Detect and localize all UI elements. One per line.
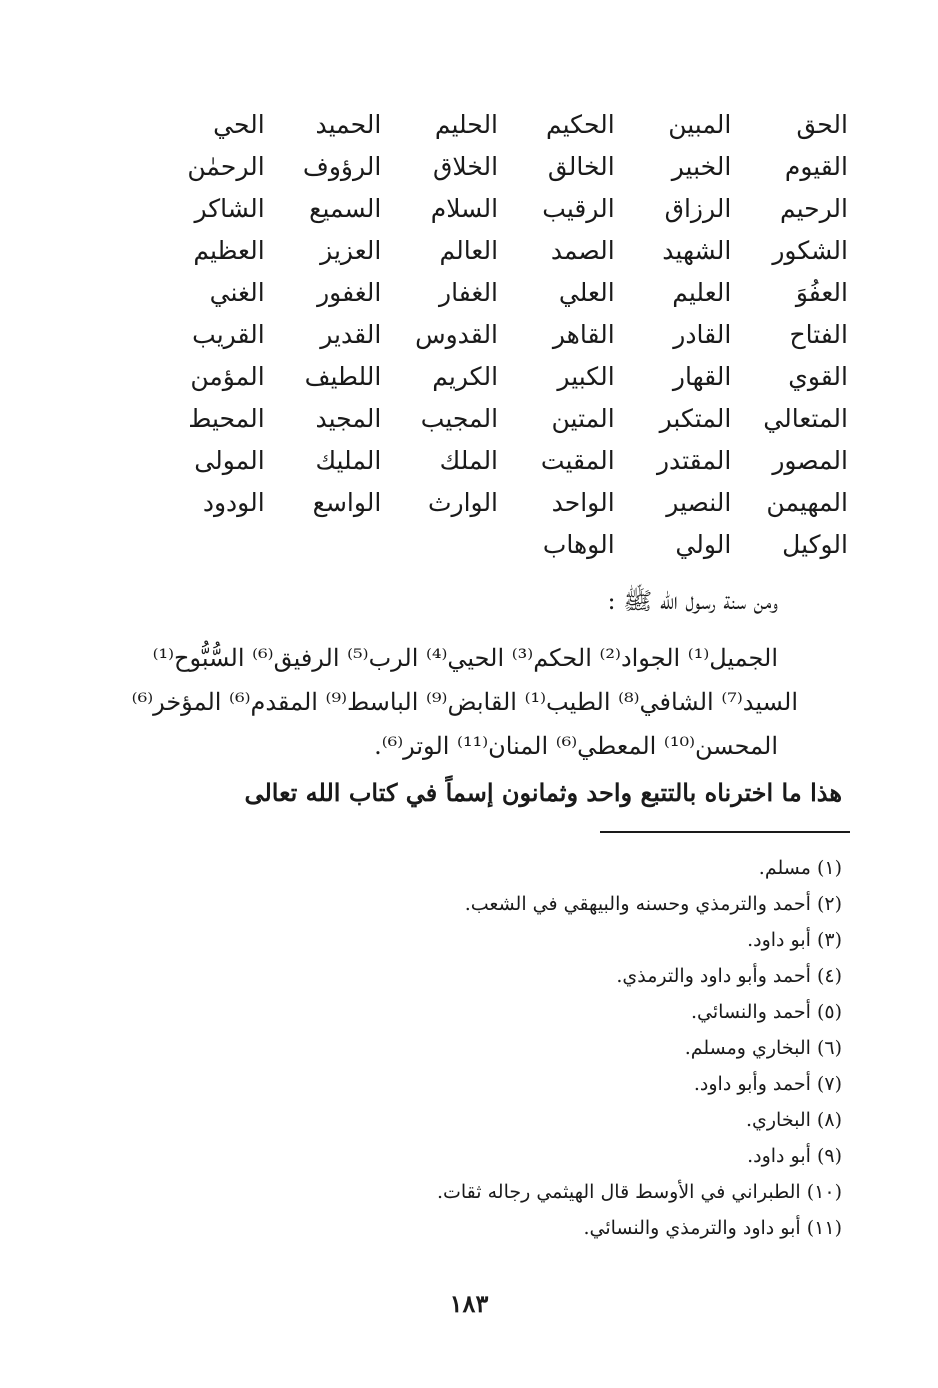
name-cell: السلام (430, 194, 499, 223)
name-cell: القادر (673, 320, 732, 349)
name-cell: الخبير (671, 152, 732, 181)
name-cell: الحي (213, 110, 265, 139)
name-cell: القوي (788, 362, 848, 391)
footnote: (١٠) الطبراني في الأوسط قال الهيثمي رجاله ثقات. (436, 1181, 842, 1203)
name-cell: المقتدر (656, 446, 732, 475)
name-cell: القاهر (552, 320, 615, 349)
name-cell: الغني (209, 278, 265, 307)
name-cell: الملك (439, 446, 499, 475)
name-cell: الواحد (551, 488, 615, 517)
name-cell: الرزاق (664, 194, 732, 223)
name-cell: المجيد (315, 404, 382, 433)
name-cell: المبين (668, 110, 732, 139)
name-cell: الوارث (427, 488, 499, 517)
name-cell: الوهاب (542, 530, 615, 559)
name-cell: الودود (202, 488, 265, 517)
name-cell: القريب (192, 320, 265, 349)
name-cell: الشكور (772, 236, 848, 265)
sunnah-line: السيد⁽⁷⁾ الشافي⁽⁸⁾ الطيب⁽¹⁾ القابض⁽⁹⁾ الباسط⁽⁹⁾ المقدم⁽⁶⁾ المؤخر⁽⁶⁾ (131, 688, 798, 716)
name-cell: القيوم (784, 152, 848, 181)
name-cell: الحكيم (545, 110, 615, 139)
name-cell: المحيط (188, 404, 265, 433)
footnote: (٧) أحمد وأبو داود. (693, 1073, 842, 1095)
name-cell: الرحيم (780, 194, 848, 223)
name-cell: الفتاح (789, 320, 848, 349)
name-cell: المتعالي (763, 404, 848, 433)
footnote: (١) مسلم. (758, 857, 842, 879)
name-cell: العالم (439, 236, 499, 265)
name-cell: العظيم (193, 236, 265, 265)
name-cell: الكبير (557, 362, 615, 391)
footnote: (٥) أحمد والنسائي. (691, 1001, 842, 1023)
name-cell: الحليم (434, 110, 499, 139)
name-cell: المتكبر (659, 404, 732, 433)
footnote: (٣) أبو داود. (747, 929, 842, 951)
footnote: (٤) أحمد وأبو داود والترمذي. (616, 965, 842, 987)
name-cell: المؤمن (190, 362, 265, 391)
sunnah-line: الجميل⁽¹⁾ الجواد⁽²⁾ الحكم⁽³⁾ الحيي⁽⁴⁾ الرب⁽⁵⁾ الرفيق⁽⁶⁾ السُّبُّوح⁽¹⁾ (152, 644, 778, 672)
name-cell: القدير (320, 320, 382, 349)
name-cell: المهيمن (766, 488, 848, 517)
page-number: ١٨٣ (449, 1289, 489, 1318)
name-cell: الشاكر (194, 194, 265, 223)
name-cell: المولى (194, 446, 265, 475)
name-cell: الخالق (547, 152, 615, 181)
name-cell: الواسع (312, 488, 382, 517)
name-cell: العليم (672, 278, 732, 307)
footnote: (٩) أبو داود. (747, 1145, 842, 1167)
name-cell: اللطيف (304, 362, 382, 391)
name-cell: القهار (672, 362, 732, 391)
name-cell: الوكيل (782, 530, 848, 559)
name-cell: المصور (772, 446, 848, 475)
footnote: (٢) أحمد والترمذي وحسنه والبيهقي في الشعب. (464, 893, 842, 915)
name-cell: المجيب (420, 404, 499, 433)
name-cell: الحق (796, 110, 848, 139)
sunnah-line: المحسن⁽¹⁰⁾ المعطي⁽⁶⁾ المنان⁽¹¹⁾ الوتر⁽⁶⁾. (374, 732, 778, 760)
name-cell: الولي (675, 530, 732, 559)
name-cell: الرحمٰن (187, 152, 265, 181)
footnote-divider (600, 831, 850, 833)
name-cell: العزيز (320, 236, 382, 265)
name-cell: الحميد (315, 110, 382, 139)
name-cell: الغفار (439, 278, 499, 307)
name-cell: المتين (551, 404, 615, 433)
name-cell: العلي (558, 278, 615, 307)
footnote: (١١) أبو داود والترمذي والنسائي. (583, 1217, 842, 1239)
footnote: (٦) البخاري ومسلم. (684, 1037, 842, 1059)
name-cell: القدوس (415, 320, 499, 349)
name-cell: الصمد (550, 236, 615, 265)
sunnah-names (78, 636, 798, 768)
name-cell: الغفور (317, 278, 382, 307)
name-cell: الرقيب (542, 194, 615, 223)
name-cell: النصير (666, 488, 732, 517)
footnote: (٨) البخاري. (745, 1109, 842, 1131)
name-cell: الرؤوف (302, 152, 382, 181)
name-cell: الشهيد (662, 236, 732, 265)
name-cell: الكريم (432, 362, 499, 391)
quran-names-grid (148, 104, 848, 566)
name-cell: المليك (315, 446, 382, 475)
summary-paragraph: هذا ما اخترناه بالتتبع واحد وثمانون إسماً في كتاب الله تعالى (244, 778, 842, 807)
name-cell: المقيت (540, 446, 615, 475)
footnotes (142, 850, 842, 1246)
name-cell: السميع (309, 194, 382, 223)
name-cell: الخلاق (433, 152, 499, 181)
sunnah-intro: ومن سنة رسول الله ﷺ : (607, 587, 778, 615)
name-cell: العفُوَ (795, 278, 848, 307)
